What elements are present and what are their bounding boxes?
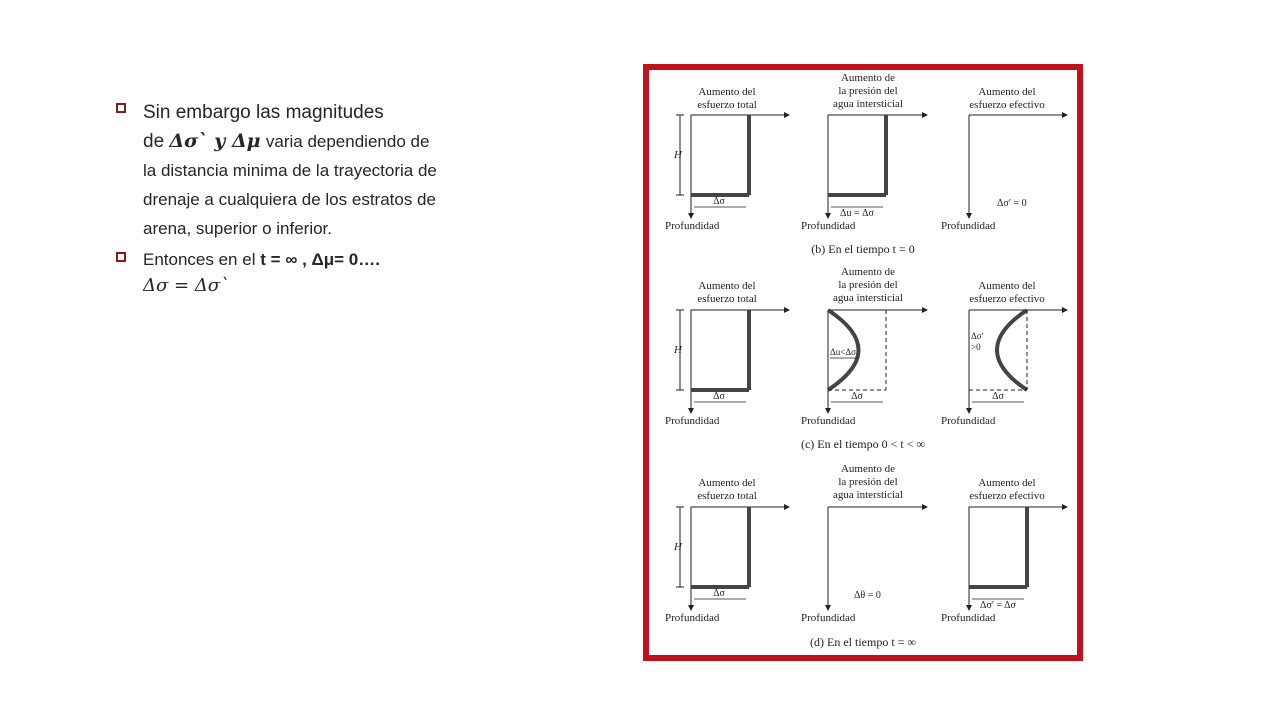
bullet-list (113, 98, 443, 299)
row-d-total-title-1: Aumento del (698, 477, 756, 489)
row-b-caption: (b) En el tiempo t = 0 (811, 242, 915, 256)
row-b (665, 72, 1067, 256)
row-d-eff-title-1: Aumento del (978, 477, 1036, 489)
bullet-2-prefix: Entonces en el (143, 250, 256, 269)
row-d-water-label: Δθ = 0 (854, 590, 881, 601)
row-d-water-depth: Profundidad (801, 612, 856, 624)
row-c-water-delta: Δσ (851, 391, 863, 402)
bullet-1-de: de (143, 131, 165, 152)
row-b-eff-title-2: esfuerzo efectivo (969, 99, 1045, 111)
row-c-eff-delta: Δσ (992, 391, 1004, 402)
row-b-water-label: Δu = Δσ (840, 208, 874, 219)
row-c-water-label: Δu<Δσ (830, 347, 857, 357)
row-c-total-delta: Δσ (713, 391, 725, 402)
row-d-water-title-2: la presión del (838, 476, 898, 488)
row-b-water-title-1: Aumento de (840, 72, 896, 84)
row-d-eff-depth: Profundidad (941, 612, 996, 624)
row-c-water-title-3: agua intersticial (833, 292, 903, 304)
row-c-water-depth: Profundidad (801, 415, 856, 427)
row-c-water-title-1: Aumento de (840, 266, 896, 278)
row-b-water-depth: Profundidad (801, 220, 856, 232)
bullet-1-rest: varia dependiendo de la distancia minima de la trayectoria de drenaje a cualquiera de los estratos de arena, superior o inferior. (143, 132, 437, 238)
row-c-eff-title-2: esfuerzo efectivo (969, 293, 1045, 305)
row-b-eff-label: Δσ′ = 0 (997, 198, 1027, 209)
row-d-water-title-3: agua intersticial (833, 489, 903, 501)
row-b-total-delta: Δσ (713, 196, 725, 207)
bullet-2-equation: Δσ = Δσ` (143, 275, 230, 296)
row-d-total-delta: Δσ (713, 588, 725, 599)
row-b-eff-depth: Profundidad (941, 220, 996, 232)
row-d-h-label: H (674, 541, 682, 553)
bullet-1-lead: Sin embargo las magnitudes (143, 102, 384, 123)
row-c-total-title-1: Aumento del (698, 280, 756, 292)
bullet-item-2 (113, 247, 443, 299)
row-d-eff-label: Δσ′ = Δσ (980, 600, 1016, 611)
row-b-total-title-1: Aumento del (698, 86, 756, 98)
row-c-caption: (c) En el tiempo 0 < t < ∞ (800, 437, 926, 451)
row-c-eff-title-1: Aumento del (978, 280, 1036, 292)
row-b-water-title-2: la presión del (838, 85, 898, 97)
row-d-water-title-1: Aumento de (840, 463, 896, 475)
row-b-total-title-2: esfuerzo total (697, 99, 757, 111)
row-b-total-depth: Profundidad (665, 220, 720, 232)
bullet-2-bold: t = ∞ , Δμ= 0…. (260, 250, 380, 269)
row-c-total-title-2: esfuerzo total (697, 293, 757, 305)
consolidation-figure (649, 70, 1077, 655)
row-c (665, 266, 1067, 451)
row-b-water-title-3: agua intersticial (833, 98, 903, 110)
row-c-eff-label-1: Δσ′ (971, 331, 984, 341)
row-d-total-depth: Profundidad (665, 612, 720, 624)
row-c-water-title-2: la presión del (838, 279, 898, 291)
figure-frame (643, 64, 1083, 661)
bullet-1-math: Δσ` y Δμ (169, 130, 261, 152)
row-d (665, 463, 1067, 649)
row-c-total-depth: Profundidad (665, 415, 720, 427)
row-b-eff-title-1: Aumento del (978, 86, 1036, 98)
checkbox-bullet-icon (116, 252, 126, 262)
row-c-eff-label-2: >0 (971, 342, 981, 352)
row-d-caption: (d) En el tiempo t = ∞ (810, 635, 916, 649)
row-c-eff-depth: Profundidad (941, 415, 996, 427)
bullet-item-1 (113, 98, 443, 243)
row-c-h-label: H (674, 344, 682, 356)
row-d-eff-title-2: esfuerzo efectivo (969, 490, 1045, 502)
row-b-h-label: H (674, 149, 682, 161)
row-d-total-title-2: esfuerzo total (697, 490, 757, 502)
checkbox-bullet-icon (116, 103, 126, 113)
